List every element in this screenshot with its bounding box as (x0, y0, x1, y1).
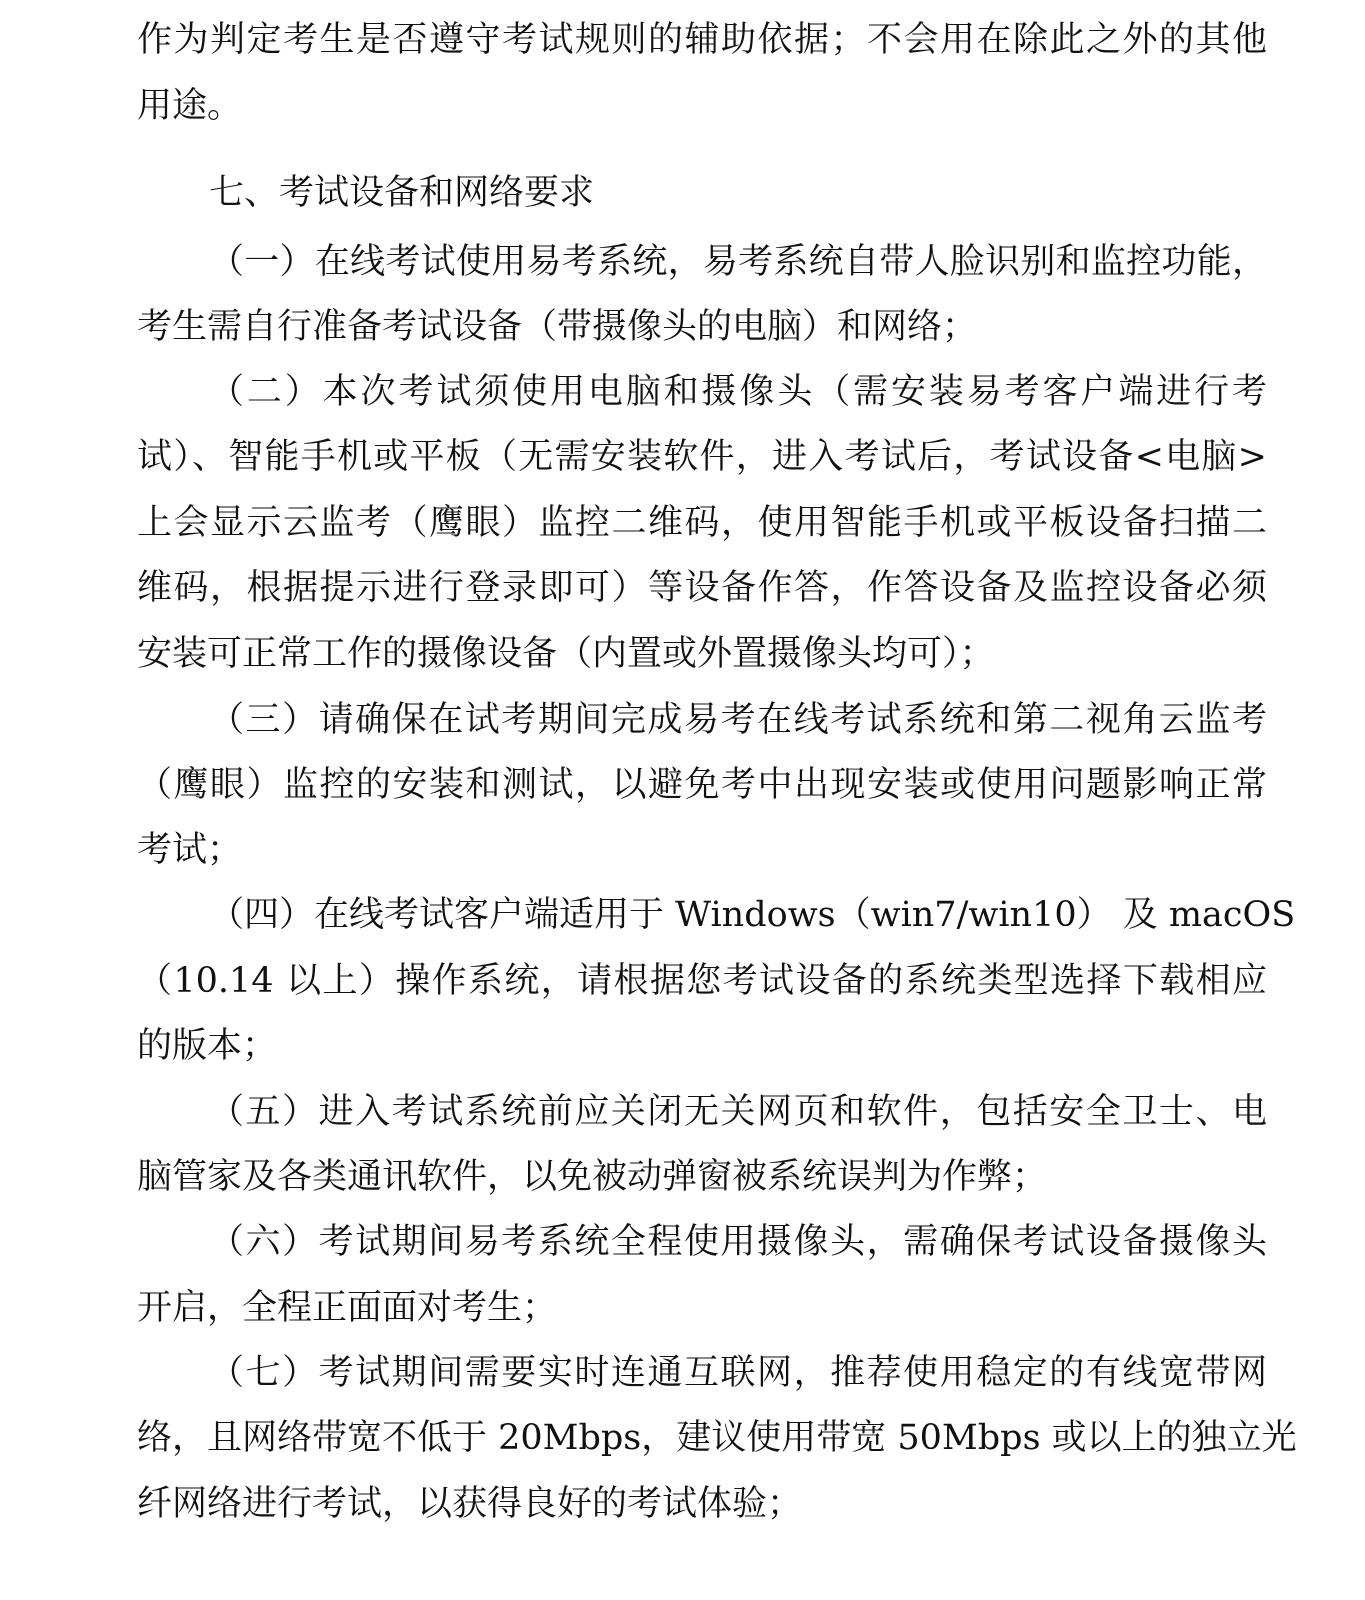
text-line: 上会显示云监考（鹰眼）监控二维码，使用智能手机或平板设备扫描二 (137, 503, 1267, 543)
text-line: （六）考试期间易考系统全程使用摄像头，需确保考试设备摄像头 (209, 1222, 1267, 1262)
text-line: 考试； (137, 830, 243, 870)
text-line: （四）在线考试客户端适用于 Windows（win7/win10） 及 macOS (209, 895, 1296, 935)
section-heading: 七、考试设备和网络要求 (209, 173, 595, 213)
text-line: （三）请确保在试考期间完成易考在线考试系统和第二视角云监考 (209, 700, 1267, 740)
text-line: （10.14 以上）操作系统，请根据您考试设备的系统类型选择下载相应 (137, 961, 1267, 1001)
text-line: 开启，全程正面面对考生； (137, 1288, 558, 1328)
text-line: 的版本； (137, 1026, 278, 1066)
text-line: （二）本次考试须使用电脑和摄像头（需安装易考客户端进行考 (209, 372, 1267, 412)
text-line: （鹰眼）监控的安装和测试，以避免考中出现安装或使用问题影响正常 (137, 765, 1267, 805)
text-line: 络，且网络带宽不低于 20Mbps，建议使用带宽 50Mbps 或以上的独立光 (137, 1418, 1297, 1458)
text-line: 纤网络进行考试，以获得良好的考试体验； (137, 1484, 803, 1524)
text-line: 维码，根据提示进行登录即可）等设备作答，作答设备及监控设备必须 (137, 568, 1267, 608)
text-line: 用途。 (137, 86, 243, 126)
text-line: 脑管家及各类通讯软件，以免被动弹窗被系统误判为作弊； (137, 1157, 1048, 1197)
text-line: 试）、智能手机或平板（无需安装软件，进入考试后，考试设备<电脑> (137, 437, 1267, 477)
text-line: 作为判定考生是否遵守考试规则的辅助依据；不会用在除此之外的其他 (137, 20, 1267, 60)
text-line: 安装可正常工作的摄像设备（内置或外置摄像头均可）； (137, 634, 995, 674)
text-line: （五）进入考试系统前应关闭无关网页和软件，包括安全卫士、电 (209, 1092, 1267, 1132)
text-line: （一）在线考试使用易考系统，易考系统自带人脸识别和监控功能， (209, 242, 1267, 282)
text-line: 考生需自行准备考试设备（带摄像头的电脑）和网络； (137, 307, 978, 347)
text-line: （七）考试期间需要实时连通互联网，推荐使用稳定的有线宽带网 (209, 1353, 1267, 1393)
